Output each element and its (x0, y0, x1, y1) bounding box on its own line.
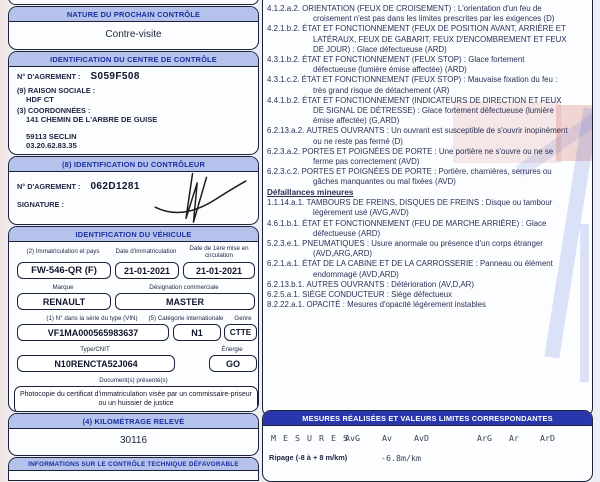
defect-text: ÉTAT ET FONCTIONNEMENT (FEUX STOP) : Glace fortement défectueuse (lumière émise affectée) (ARD) (302, 55, 525, 75)
defect-text: AUTRES OUVRANTS : Détérioration (AV,D,AR) (306, 279, 474, 289)
section-vehicule (8, 226, 259, 412)
defect-code: 4.2.1.b.2. (267, 24, 300, 34)
section-informations-defavorable (8, 457, 259, 481)
defect-item (267, 167, 568, 187)
section-centre-controle (8, 51, 259, 155)
defects-minor-title: Défaillances mineures (267, 187, 354, 197)
defect-code: 6.2.13.a.2. (267, 126, 305, 136)
defect-code: 6.2.3.a.2. (267, 146, 300, 156)
defect-text: PORTES ET POIGNÉES DE PORTE : Une portière ne s'ouvre ou ne se ferme pas correctement (AVD) (302, 146, 554, 167)
defect-text: AUTRES OUVRANTS : Un ouvrant est susceptible de s'ouvrir inopinément ou ne reste pas fermé (D) (306, 126, 568, 146)
section-mesures (262, 410, 593, 482)
defect-code: 5.2.3.e.1. (267, 238, 300, 248)
centre-coordonnees-label: (3) COORDONNÉES : (17, 106, 91, 115)
defect-item (267, 280, 568, 290)
defect-code: 4.3.1.b.2. (267, 55, 300, 65)
defect-code: 4.6.1.b.1. (267, 218, 300, 228)
defect-item (267, 147, 568, 167)
defect-text: ÉTAT ET FONCTIONNEMENT (FEU DE MARCHE ARRIÈRE) : Glace défectueuse (ARD) (302, 218, 547, 238)
section-nature-prochain-controle (8, 6, 259, 50)
energie-value: GO (209, 355, 257, 372)
section-header-vehicule: IDENTIFICATION DU VÉHICULE (9, 227, 258, 242)
defect-item (267, 96, 568, 127)
defect-text: ORIENTATION (FEUX DE CROISEMENT) : L'orientation d'un feu de croisement n'est pas dans les limites prescrites par les exigences (D) (302, 4, 555, 24)
defect-text: SIÈGE CONDUCTEUR : Siège défectueux (302, 289, 453, 299)
type-cnit-label: Type/CNIT (80, 346, 110, 353)
nature-value: Contre-visite (105, 29, 162, 40)
kilometrage-value: 30116 (119, 435, 148, 446)
centre-agrement-label: N° D'AGREMENT : (17, 72, 81, 81)
documents-label: Document(s) présenté(s) (99, 377, 168, 384)
mesures-columns-row (263, 433, 592, 446)
defect-code: 1.1.14.a.1. (267, 198, 305, 208)
defect-text: ÉTAT DE LA CABINE ET DE LA CARROSSERIE : Panneau ou élément endommagé (AVD,ARD) (302, 259, 553, 279)
mesures-column-label: Ar (509, 433, 519, 443)
defect-item (267, 219, 568, 239)
controleur-agrement-label: N° D'AGREMENT : (17, 182, 81, 191)
defect-text: ÉTAT ET FONCTIONNEMENT (FEUX DE POSITION AVANT, ARRIÈRE ET LATÉRAUX, FEUX DE GABARIT, FEUX D'ENCOMBREMENT ET FEUX DE JOUR) : Glace défectueuse (ARD) (302, 24, 567, 54)
defect-code: 8.2.22.a.1. (267, 300, 305, 310)
date-immat-value: 21-01-2021 (115, 262, 179, 279)
centre-raison-value: HDF CT (26, 95, 54, 104)
defect-text: PORTES ET POIGNÉES DE PORTE : Portière, charnières, serrures ou gâches manquantes ou mal fixées (AVD) (301, 167, 552, 187)
categorie-label: (5) Catégorie internationale (148, 315, 224, 322)
defects-major-list (263, 1, 592, 188)
controleur-signature-label: SIGNATURE : (17, 200, 64, 209)
defect-code: 6.2.5.a.1. (267, 289, 300, 299)
designation-value: MASTER (115, 293, 255, 310)
mesures-column-label: AvG (345, 433, 360, 443)
centre-phone: 03.20.62.83.35 (26, 141, 77, 150)
defect-text: TAMBOURS DE FREINS, DISQUES DE FREINS : Disque ou tambour légèrement usé (AVG,AVD) (306, 198, 553, 218)
centre-city-line: 59113 SECLIN (26, 132, 77, 141)
section-header-nature: NATURE DU PROCHAIN CONTRÔLE (9, 7, 258, 22)
defect-item (267, 259, 568, 279)
categorie-value: N1 (173, 324, 221, 341)
defect-code: 6.2.1.a.1. (267, 259, 300, 269)
section-header-mesures: MESURES RÉALISÉES ET VALEURS LIMITES CORRESPONDANTES (263, 411, 592, 426)
genre-value: CTTE (224, 324, 257, 341)
mesures-row-header: M E S U R E S (271, 433, 349, 443)
defect-code: 6.2.3.c.2. (267, 167, 300, 177)
type-cnit-value: N10RENCTA52J064 (17, 355, 175, 372)
defect-text: ÉTAT ET FONCTIONNEMENT (INDICATEURS DE DIRECTION ET FEUX DE SIGNAL DE DÉTRESSE) : Glace fortement défectueuse (lumière émise affectée) (G,ARD) (302, 95, 562, 126)
mesures-column-label: ArD (540, 433, 555, 443)
defect-item (267, 126, 568, 146)
signature-scribble (146, 168, 254, 224)
defect-item (267, 24, 568, 55)
defect-item (267, 239, 568, 259)
date-circulation-label: Date de 1ère mise en circulation (189, 245, 249, 259)
immat-value: FW-546-QR (F) (17, 262, 111, 279)
defect-text: OPACITÉ : Mesures d'opacité légèrement instables (306, 300, 486, 310)
ripage-label: Ripage (-8 à + 8 m/km) (269, 453, 348, 462)
documents-value: Photocopie du certificat d'immatriculation visée par un commissaire-priseur ou un huissier de justice (14, 386, 258, 412)
centre-address-line: 141 CHEMIN DE L'ARBRE DE GUISE (26, 115, 158, 124)
immat-label: (2) Immatriculation et pays (26, 248, 100, 255)
defect-text: ÉTAT ET FONCTIONNEMENT (FEUX STOP) : Mauvaise fixation du feu : très grand risque de détachement (AR) (301, 75, 558, 95)
mesures-column-label: AvD (414, 433, 429, 443)
defect-item (267, 75, 568, 95)
section-header-controleur: (8) IDENTIFICATION DU CONTRÔLEUR (9, 157, 258, 172)
vin-value: VF1MA000565983637 (17, 324, 169, 341)
panel-defects (262, 0, 593, 417)
defect-item (267, 55, 568, 75)
section-controleur (8, 156, 259, 225)
controleur-agrement-value: 062D1281 (90, 181, 140, 192)
defect-item (267, 4, 568, 24)
section-header-kilometrage: (4) KILOMÉTRAGE RELEVÉ (9, 414, 258, 429)
defect-item (267, 300, 568, 310)
date-immat-label: Date d'immatriculation (115, 248, 177, 255)
defects-minor-list (263, 198, 592, 310)
section-header-informations: INFORMATIONS SUR LE CONTRÔLE TECHNIQUE DÉFAVORABLE (9, 458, 258, 471)
date-circulation-value: 21-01-2021 (183, 262, 255, 279)
defect-code: 4.3.1.c.2. (267, 75, 300, 85)
defect-item (267, 198, 568, 218)
centre-agrement-row (17, 71, 250, 82)
section-kilometrage (8, 413, 259, 456)
mesures-column-label: Av (382, 433, 392, 443)
previous-box-edge (8, 0, 259, 5)
vin-label: (1) N° dans la série du type (VIN) (46, 315, 138, 322)
energie-label: Énergie (221, 346, 243, 353)
defect-code: 6.2.13.b.1. (267, 279, 305, 289)
designation-label: Désignation commerciale (149, 284, 219, 291)
genre-label: Genre (234, 315, 252, 322)
mesures-ripage-row (263, 453, 592, 467)
defect-item (267, 290, 568, 300)
centre-raison-label: (9) RAISON SOCIALE : (17, 86, 96, 95)
defect-code: 4.4.1.b.2. (267, 95, 300, 105)
defect-text: PNEUMATIQUES : Usure anormale ou présence d'un corps étranger (AVD,ARG,ARD) (302, 238, 543, 259)
marque-label: Marque (52, 284, 74, 291)
section-header-centre: IDENTIFICATION DU CENTRE DE CONTRÔLE (9, 52, 258, 67)
defect-code: 4.1.2.a.2. (267, 4, 300, 13)
ripage-av-value: -6.8m/km (381, 453, 421, 463)
centre-agrement-value: S059F508 (90, 71, 140, 82)
marque-value: RENAULT (17, 293, 111, 310)
mesures-column-label: ArG (477, 433, 492, 443)
